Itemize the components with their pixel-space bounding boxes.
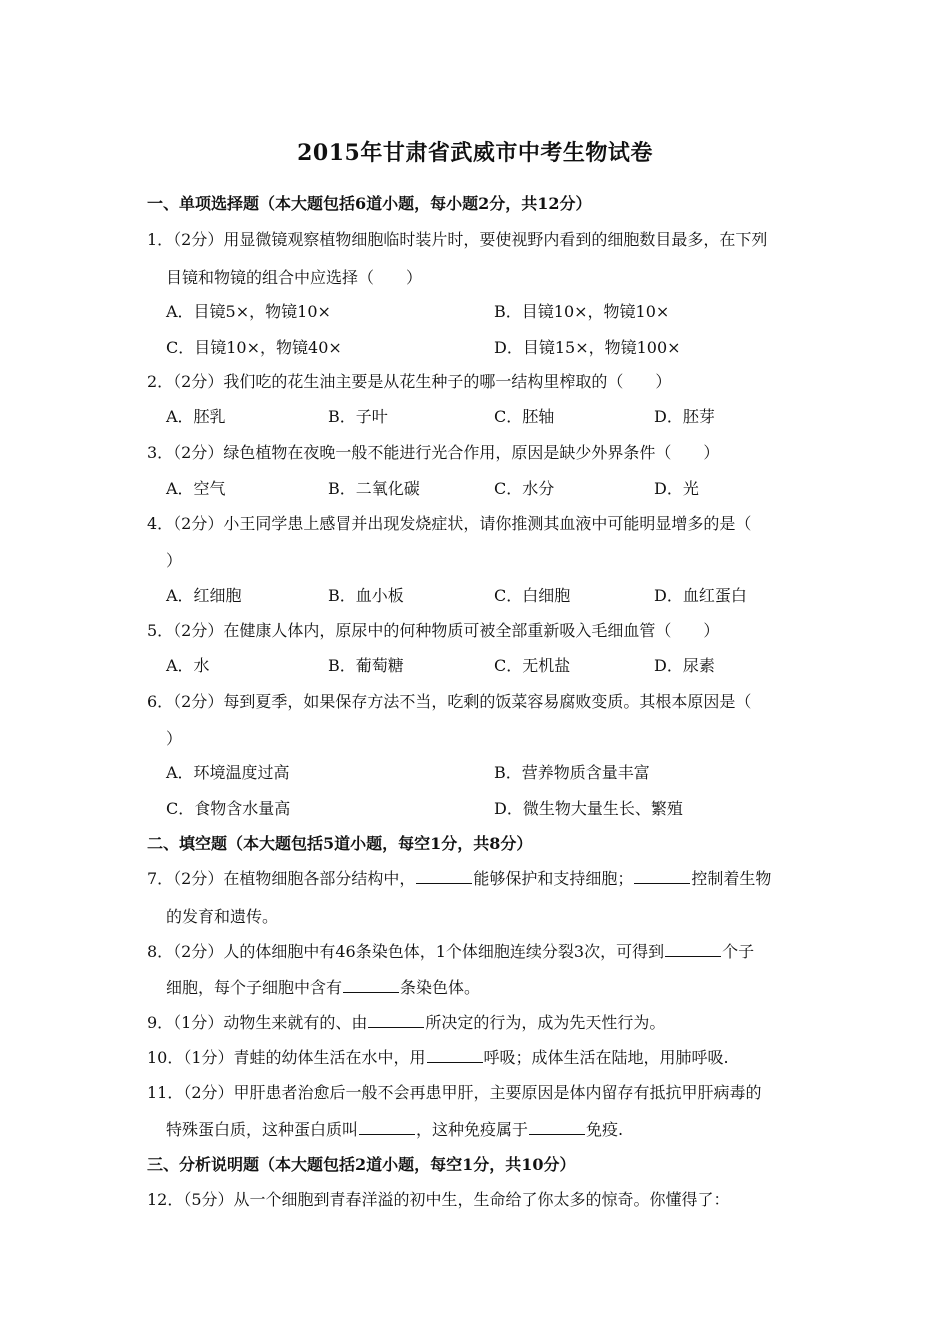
question-4-stem-cont: ） [166, 551, 183, 570]
question-8-text-4: 条染色体。 [400, 978, 481, 997]
question-3-stem: 3．（2分）绿色植物在夜晚一般不能进行光合作用，原因是缺少外界条件（ ） [147, 443, 720, 462]
question-6-option-a: A．环境温度过高 [166, 763, 290, 782]
question-5-option-d: D．尿素 [654, 656, 715, 675]
question-2-stem: 2．（2分）我们吃的花生油主要是从花生种子的哪一结构里榨取的（ ） [147, 372, 672, 391]
question-4-option-b: B．血小板 [328, 586, 404, 605]
question-9-text-2: 所决定的行为，成为先天性行为。 [425, 1013, 666, 1032]
question-8-text-3: 细胞，每个子细胞中含有 [166, 978, 343, 997]
question-6-option-c: C．食物含水量高 [166, 799, 291, 818]
question-5-stem: 5．（2分）在健康人体内，原尿中的何种物质可被全部重新吸入毛细血管（ ） [147, 621, 720, 640]
question-7-text-2: 能够保护和支持细胞； [473, 869, 634, 888]
question-6-stem: 6．（2分）每到夏季，如果保存方法不当，吃剩的饭菜容易腐败变质。其根本原因是（ [147, 692, 752, 711]
question-2-option-c: C．胚轴 [494, 407, 555, 426]
section-heading-2: 二、填空题（本大题包括5道小题，每空1分，共8分） [147, 834, 533, 853]
question-6-option-b: B．营养物质含量丰富 [494, 763, 650, 782]
question-1-stem: 1．（2分）用显微镜观察植物细胞临时装片时，要使视野内看到的细胞数目最多，在下列 [147, 230, 768, 249]
question-3-option-a: A．空气 [166, 479, 226, 498]
question-8-stem-cont [166, 975, 480, 998]
question-8-text-1: 8．（2分）人的体细胞中有46条染色体，1个体细胞连续分裂3次，可得到 [147, 942, 665, 961]
question-5-option-a: A．水 [166, 656, 210, 675]
question-7-stem [147, 866, 771, 889]
question-7-stem-cont: 的发育和遗传。 [166, 907, 279, 926]
question-7-blank-2 [634, 869, 690, 884]
section-heading-3: 三、分析说明题（本大题包括2道小题，每空1分，共10分） [147, 1155, 576, 1174]
question-2-option-a: A．胚乳 [166, 407, 226, 426]
question-1-option-a: A．目镜5×，物镜10× [166, 302, 331, 321]
question-11-blank-2 [529, 1120, 585, 1135]
question-8-stem [147, 939, 754, 962]
question-11-blank-1 [359, 1120, 415, 1135]
section-heading-1: 一、单项选择题（本大题包括6道小题，每小题2分，共12分） [147, 194, 592, 213]
question-12-stem: 12．（5分）从一个细胞到青春洋溢的初中生，生命给了你太多的惊奇。你懂得了： [147, 1190, 730, 1209]
question-4-option-c: C．白细胞 [494, 586, 571, 605]
question-10-blank-1 [427, 1048, 483, 1063]
question-2-option-b: B．子叶 [328, 407, 388, 426]
question-11-stem-cont [166, 1117, 623, 1140]
question-7-text-1: 7．（2分）在植物细胞各部分结构中， [147, 869, 416, 888]
question-8-blank-2 [343, 978, 399, 993]
question-8-text-2: 个子 [722, 942, 755, 961]
question-7-blank-1 [416, 869, 472, 884]
question-3-option-b: B．二氧化碳 [328, 479, 420, 498]
question-8-blank-1 [665, 942, 721, 957]
question-6-stem-cont: ） [166, 729, 183, 748]
question-5-option-c: C．无机盐 [494, 656, 571, 675]
question-9-text-1: 9．（1分）动物生来就有的、由 [147, 1013, 368, 1032]
question-11-text-1: 特殊蛋白质，这种蛋白质叫 [166, 1120, 359, 1139]
question-1-option-b: B．目镜10×，物镜10× [494, 302, 670, 321]
question-2-option-d: D．胚芽 [654, 407, 715, 426]
question-10-text-2: 呼吸；成体生活在陆地，用肺呼吸. [483, 1048, 729, 1067]
question-10-stem [147, 1045, 729, 1068]
page-title: 2015年甘肃省武威市中考生物试卷 [297, 140, 653, 166]
question-6-option-d: D．微生物大量生长、繁殖 [494, 799, 683, 818]
question-4-option-a: A．红细胞 [166, 586, 242, 605]
question-9-stem [147, 1010, 665, 1033]
question-10-text-1: 10．（1分）青蛙的幼体生活在水中，用 [147, 1048, 426, 1067]
question-1-stem-cont: 目镜和物镜的组合中应选择（ ） [166, 268, 423, 287]
question-11-stem: 11．（2分）甲肝患者治愈后一般不会再患甲肝，主要原因是体内留存有抵抗甲肝病毒的 [147, 1083, 762, 1102]
question-11-text-3: 免疫. [586, 1120, 624, 1139]
question-4-stem: 4．（2分）小王同学患上感冒并出现发烧症状，请你推测其血液中可能明显增多的是（ [147, 514, 752, 533]
question-9-blank-1 [368, 1013, 424, 1028]
question-1-option-c: C．目镜10×，物镜40× [166, 338, 342, 357]
question-7-text-3: 控制着生物 [691, 869, 772, 888]
question-11-text-2: ，这种免疫属于 [416, 1120, 529, 1139]
question-1-option-d: D．目镜15×，物镜100× [494, 338, 681, 357]
question-4-option-d: D．血红蛋白 [654, 586, 747, 605]
question-3-option-c: C．水分 [494, 479, 555, 498]
question-5-option-b: B．葡萄糖 [328, 656, 404, 675]
question-3-option-d: D．光 [654, 479, 699, 498]
